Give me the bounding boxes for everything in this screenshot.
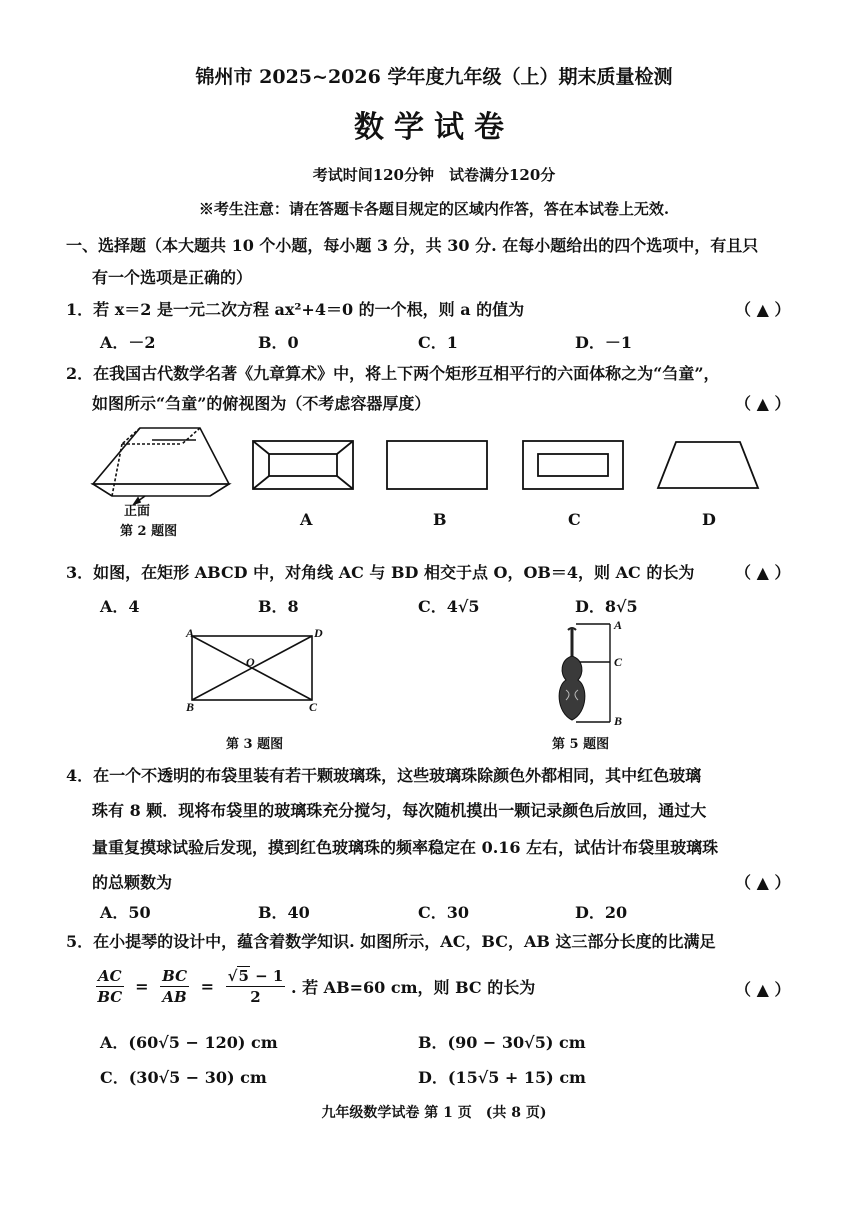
q1-option-d: D．－1 [575,333,633,352]
q3-option-a: A．4 [100,597,140,616]
question-4-line3: 量重复摸球试验后发现，摸到红色玻璃珠的频率稳定在 0.16 左右，试估计布袋里玻璃珠 [92,838,719,857]
q3-point-b: B [186,700,195,714]
q3-point-d: D [314,626,323,640]
question-1-text: 1．若 x＝2 是一元二次方程 ax²+4＝0 的一个根，则 a 的值为 [66,300,525,319]
violin-figure [552,620,622,726]
q5-option-a: A．(60√5 − 120) cm [100,1033,278,1052]
q2-option-d-figure [656,440,762,492]
q2-option-c-label: C [568,510,581,529]
equals-sign: = [135,977,149,996]
q2-option-b-label: B [433,510,447,529]
answer-mark: （ ▲ ） [735,873,791,892]
front-label: 正面 [124,504,151,519]
section-heading-cont: 有一个选项是正确的） [92,268,253,287]
q2-option-c-figure [522,440,626,492]
q3-option-c: C．4√5 [418,597,480,616]
question-4-line4: 的总颗数为 [92,873,173,892]
question-2-line1: 2．在我国古代数学名著《九章算术》中，将上下两个矩形互相平行的六面体称之为“刍童”， [66,364,720,383]
q4-option-c: C．30 [418,903,470,922]
q5-option-c: C．(30√5 − 30) cm [100,1068,267,1087]
ratio-fraction-1: $\frac{AC}{BC}$ [97,967,123,1006]
q2-frustum-figure [90,426,240,521]
q5-point-b: B [614,714,623,728]
question-2-line2: 如图所示“刍童”的俯视图为（不考虑容器厚度） [92,394,431,413]
equals-sign: = [200,977,215,996]
exam-info: 考试时间120分钟 试卷满分120分 [312,166,556,184]
q2-option-a-label: A [300,510,313,529]
question-3-text: 3．如图，在矩形 ABCD 中，对角线 AC 与 BD 相交于点 O，OB＝4，则 AC 的长为 [66,563,695,582]
section-heading: 一、选择题（本大题共 10 个小题，每小题 3 分，共 30 分. 在每小题给出的四个选项中，有且只 [66,236,759,255]
q5-option-d: D．(15√5 + 15) cm [418,1068,586,1087]
golden-ratio-fraction: $\frac{√5 - 1}{2}$ [227,967,284,1006]
q2-option-d-label: D [702,510,716,529]
q5-figure-caption: 第 5 题图 [552,737,610,752]
answer-mark: （ ▲ ） [735,300,791,319]
exam-title: 锦州市 2025~2026 学年度九年级（上）期末质量检测 [195,66,673,88]
question-5-tail: . 若 AB=60 cm，则 BC 的长为 [290,978,536,997]
q3-option-b: B．8 [258,597,299,616]
q5-option-b: B．(90 − 30√5) cm [418,1033,586,1052]
q5-point-a: A [614,618,623,632]
q4-option-d: D．20 [575,903,628,922]
q1-option-b: B．0 [258,333,299,352]
q1-option-a: A．－2 [100,333,156,352]
notice: ※考生注意：请在答题卡各题目规定的区域内作答，答在本试卷上无效. [198,200,670,218]
q3-point-a: A [186,626,195,640]
q3-figure-caption: 第 3 题图 [226,737,284,752]
ratio-fraction-2: $\frac{BC}{AB}$ [162,967,188,1006]
q3-point-o: O [246,655,255,669]
answer-mark: （ ▲ ） [735,980,791,999]
page-footer: 九年级数学试卷 第 1 页 (共 8 页) [321,1105,547,1121]
q3-option-d: D．8√5 [575,597,638,616]
q3-point-c: C [309,700,318,714]
q2-option-a-figure [252,440,356,492]
q5-ratio-equation [96,966,535,1007]
q4-option-b: B．40 [258,903,310,922]
answer-mark: （ ▲ ） [735,394,791,413]
answer-mark: （ ▲ ） [735,563,791,582]
question-5-line1: 5．在小提琴的设计中，蕴含着数学知识. 如图所示，AC，BC，AB 这三部分长度的比满足 [66,932,716,951]
q2-figure-caption: 第 2 题图 [120,524,178,539]
q4-option-a: A．50 [100,903,151,922]
q5-point-c: C [614,655,623,669]
q2-option-b-figure [386,440,490,492]
question-4-line1: 4．在一个不透明的布袋里装有若干颗玻璃珠，这些玻璃珠除颜色外都相同，其中红色玻璃 [66,766,702,785]
question-4-line2: 珠有 8 颗．现将布袋里的玻璃珠充分搅匀，每次随机摸出一颗记录颜色后放回，通过大 [92,801,707,820]
q1-option-c: C．1 [418,333,458,352]
sqrt-symbol: √ [227,967,238,985]
subject-title: 数学试卷 [354,110,514,145]
